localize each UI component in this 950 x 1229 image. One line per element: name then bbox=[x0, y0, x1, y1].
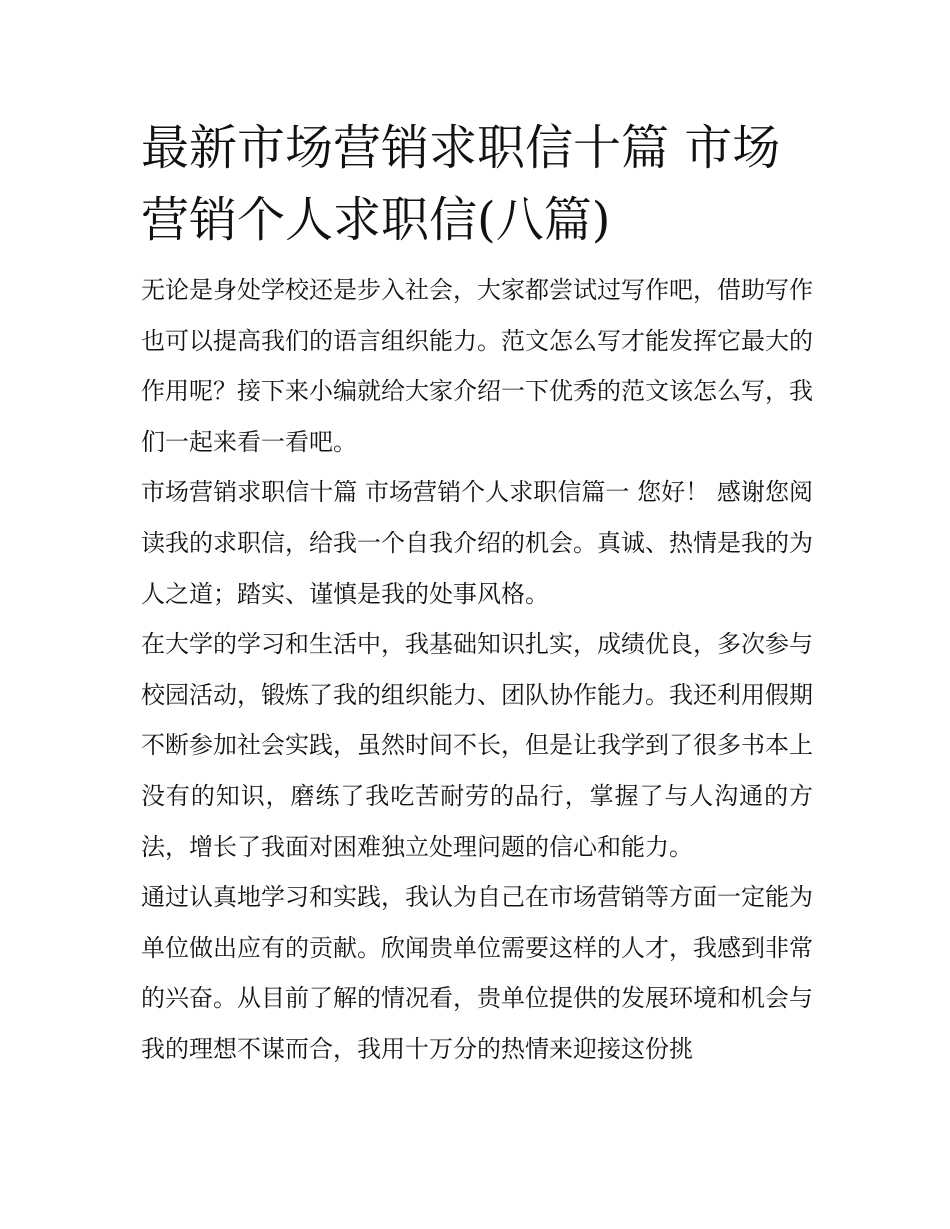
document-title: 最新市场营销求职信十篇 市场营销个人求职信(八篇) bbox=[141, 120, 781, 248]
paragraph-motivation: 通过认真地学习和实践，我认为自己在市场营销等方面一定能为单位做出应有的贡献。欣闻贵单位需要这样的人才，我感到非常的兴奋。从目前了解的情况看，贵单位提供的发展环境和机会与我的理想不谋而合，我用十万分的热情来迎接这份挑 bbox=[141, 883, 813, 1063]
paragraph-greeting: 市场营销求职信十篇 市场营销个人求职信篇一 您好！ 感谢您阅读我的求职信，给我一个自我介绍的机会。真诚、热情是我的为人之道；踏实、谨慎是我的处事风格。 bbox=[141, 478, 813, 608]
paragraph-intro: 无论是身处学校还是步入社会，大家都尝试过写作吧，借助写作也可以提高我们的语言组织能力。范文怎么写才能发挥它最大的作用呢？接下来小编就给大家介绍一下优秀的范文该怎么写，我们一起来看一看吧。 bbox=[141, 276, 813, 456]
document-content bbox=[141, 112, 813, 1075]
paragraph-university-experience: 在大学的学习和生活中，我基础知识扎实，成绩优良，多次参与校园活动，锻炼了我的组织能力、团队协作能力。我还利用假期不断参加社会实践，虽然时间不长，但是让我学到了很多书本上没有的知识，磨练了我吃苦耐劳的品行，掌握了与人沟通的方法，增长了我面对困难独立处理问题的信心和能力。 bbox=[141, 630, 813, 861]
